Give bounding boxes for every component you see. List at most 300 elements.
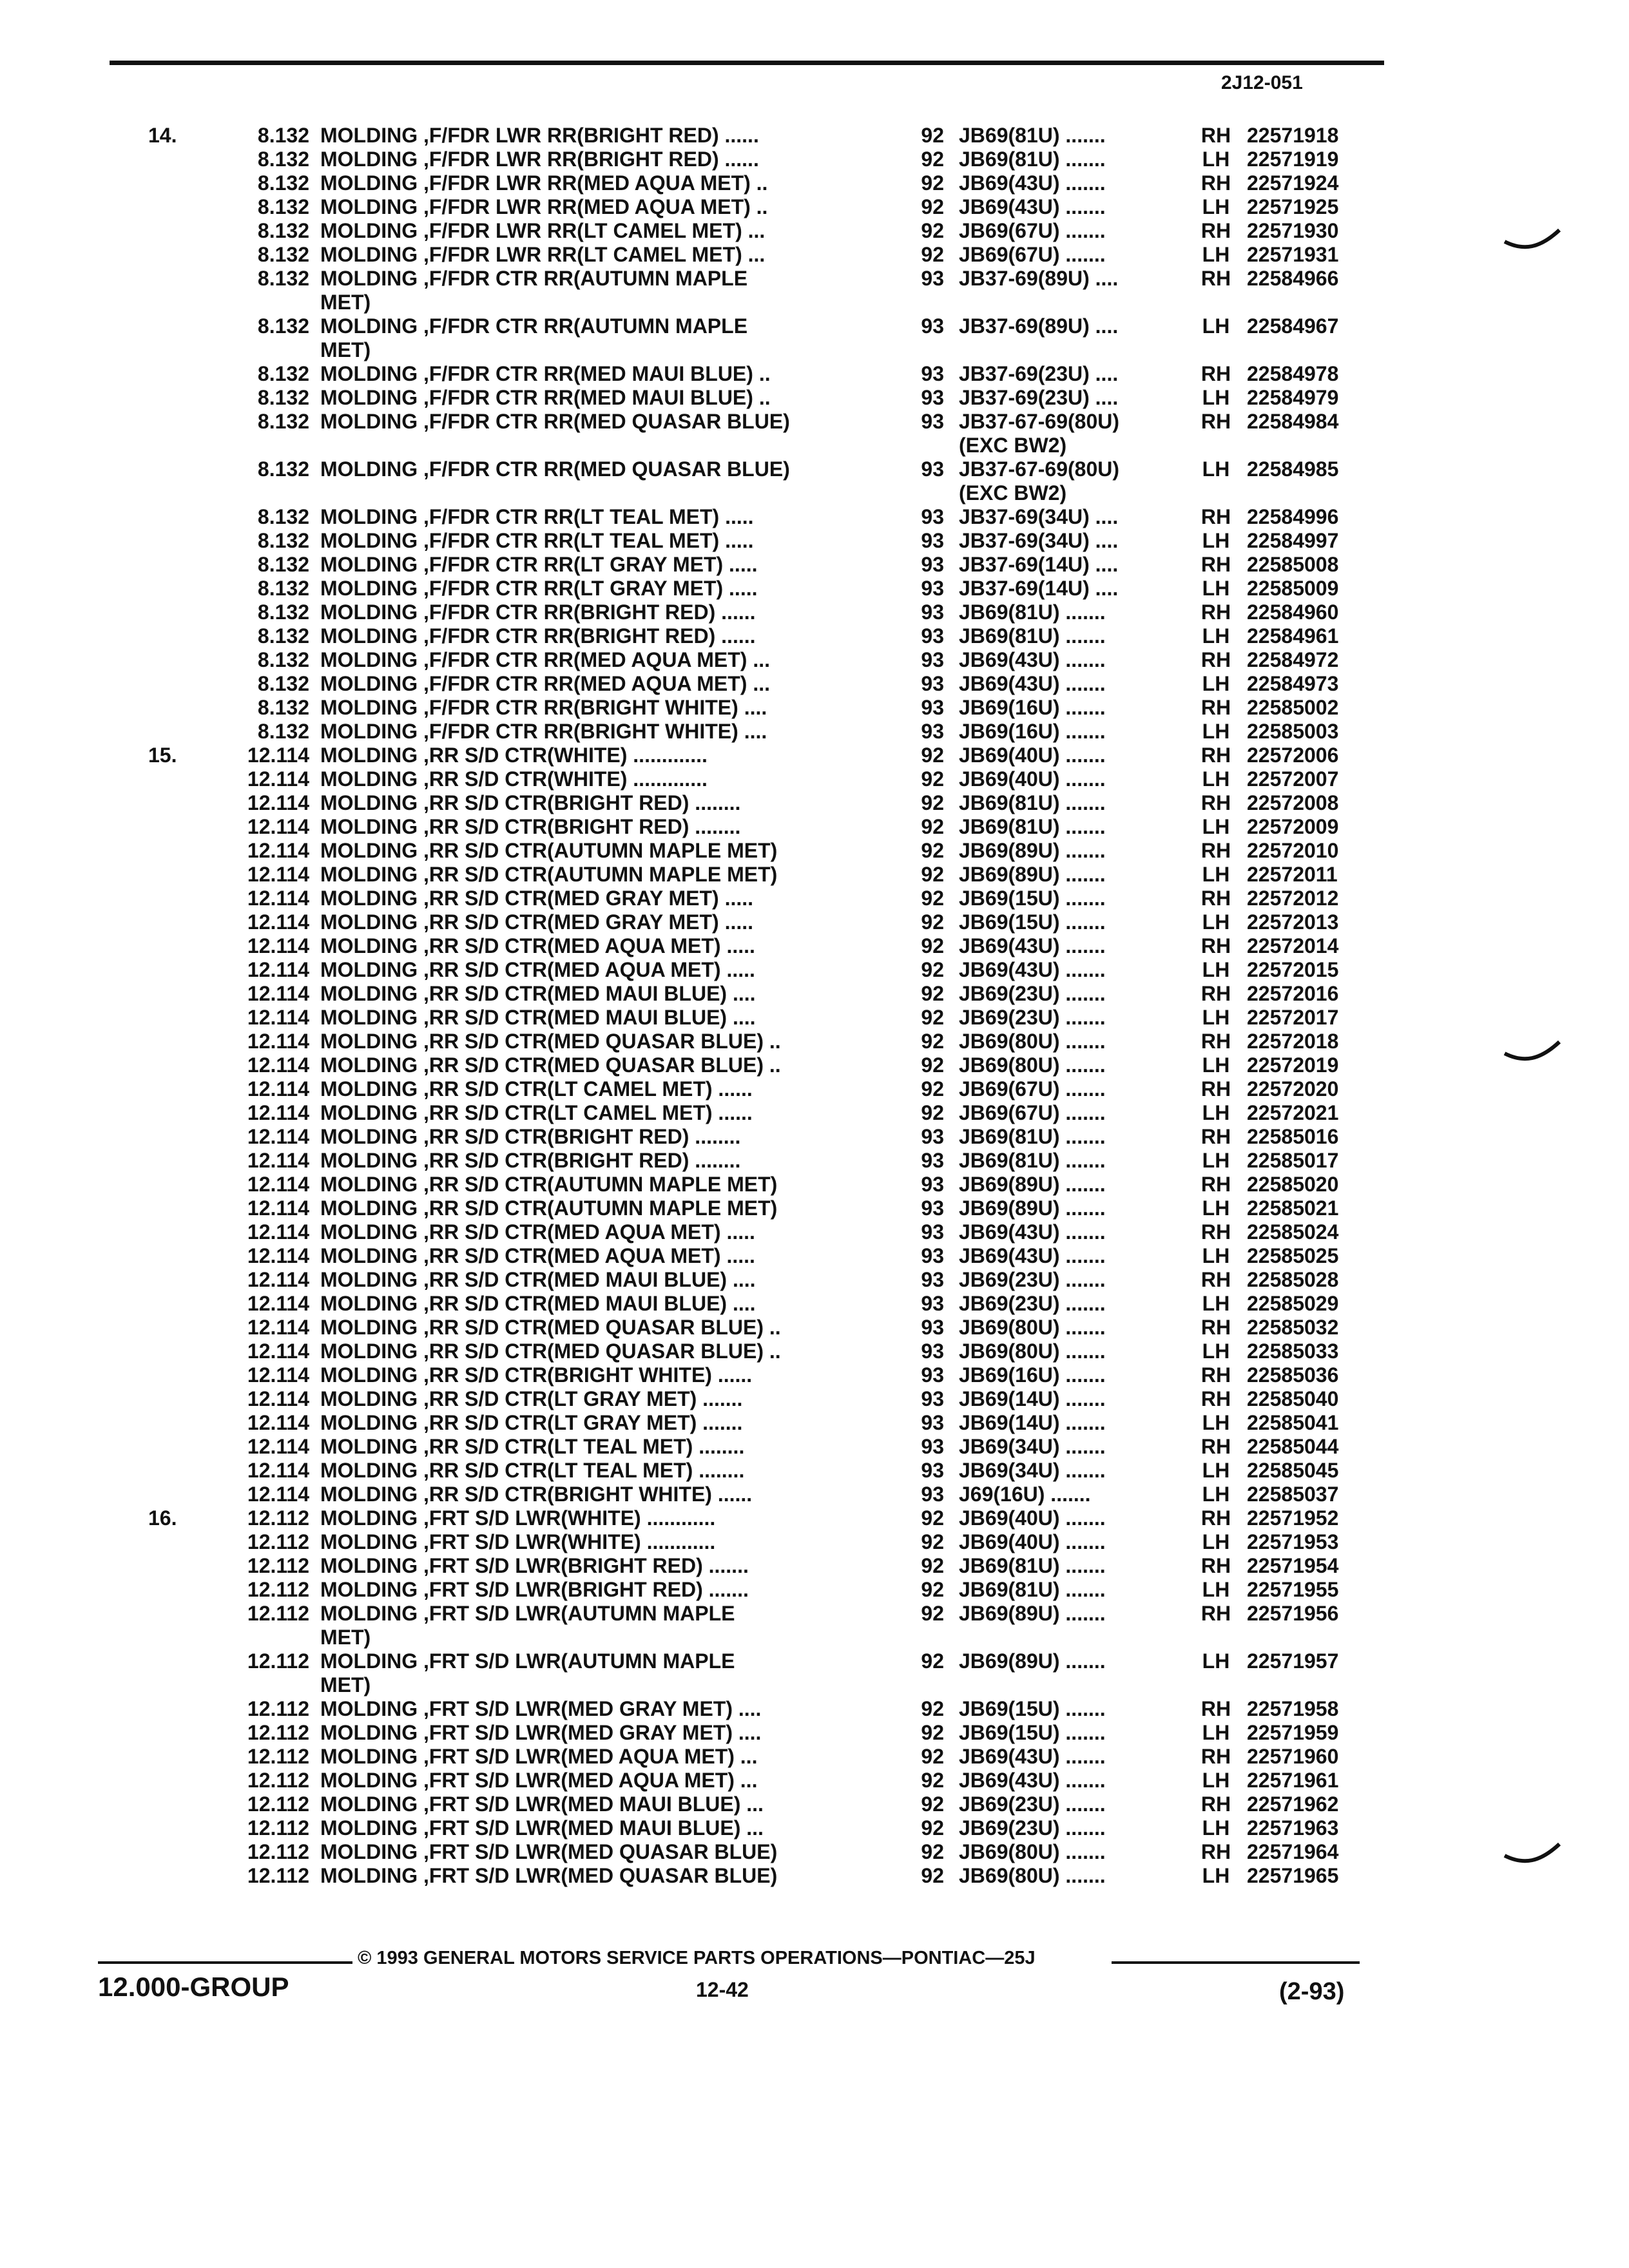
row-model: JB69(81U) ....... [959,124,1106,147]
row-side: LH [1202,624,1230,648]
row-side: RH [1200,362,1231,385]
row-part-number: 22571962 [1247,1792,1339,1816]
row-side: RH [1200,696,1231,719]
row-model: JB69(81U) ....... [959,624,1106,648]
row-year: 92 [921,1506,944,1530]
row-model: JB37-69(23U) .... [959,362,1119,385]
row-side: LH [1202,1530,1230,1553]
row-model: JB69(89U) ....... [959,1196,1106,1220]
row-model: JB69(34U) ....... [959,1435,1106,1458]
row-year: 92 [921,934,944,957]
row-part-number: 22584985 [1247,457,1339,481]
row-side: RH [1200,1173,1231,1196]
row-description: MOLDING ,FRT S/D LWR(WHITE) ............ [320,1530,716,1553]
row-side: LH [1202,1411,1230,1434]
row-ref: 8.132 [257,314,309,338]
row-description: MOLDING ,RR S/D CTR(MED MAUI BLUE) .... [320,1292,756,1315]
row-model: JB69(81U) ....... [959,1554,1106,1577]
row-part-number: 22584960 [1247,601,1339,624]
table-row [0,1483,1629,1506]
row-part-number: 22584973 [1247,672,1339,695]
row-description: MOLDING ,F/FDR CTR RR(LT GRAY MET) ..... [320,577,758,600]
table-row [0,529,1629,553]
row-description: MOLDING ,FRT S/D LWR(MED MAUI BLUE) ... [320,1792,764,1816]
row-part-number: 22584978 [1247,362,1339,385]
row-side: RH [1200,171,1231,195]
row-part-number: 22585032 [1247,1316,1339,1339]
table-row [0,148,1629,171]
row-description: MOLDING ,FRT S/D LWR(MED AQUA MET) ... [320,1769,758,1792]
row-year: 93 [921,672,944,695]
table-row [0,386,1629,410]
row-part-number: 22585036 [1247,1363,1339,1387]
row-ref: 12.114 [247,791,309,814]
row-part-number: 22585025 [1247,1244,1339,1267]
row-description: MOLDING ,F/FDR CTR RR(BRIGHT WHITE) .... [320,720,767,743]
table-row [0,1006,1629,1030]
row-description: MOLDING ,F/FDR CTR RR(BRIGHT WHITE) .... [320,696,767,719]
row-year: 93 [921,1292,944,1315]
table-row [0,314,1629,362]
row-description: MOLDING ,RR S/D CTR(AUTUMN MAPLE MET) [320,839,778,862]
table-row [0,696,1629,720]
row-ref: 12.114 [247,1411,309,1434]
row-part-number: 22572019 [1247,1053,1339,1077]
row-description: MOLDING ,FRT S/D LWR(MED QUASAR BLUE) [320,1864,778,1887]
row-year: 92 [921,243,944,266]
table-row [0,839,1629,863]
row-model: JB69(81U) ....... [959,601,1106,624]
row-side: RH [1200,1745,1231,1768]
table-row [0,791,1629,815]
row-model: JB69(23U) ....... [959,1268,1106,1291]
row-side: LH [1202,1459,1230,1482]
row-model: JB69(89U) ....... [959,1649,1106,1673]
row-ref: 8.132 [257,195,309,218]
row-part-number: 22584996 [1247,505,1339,528]
row-ref: 8.132 [257,529,309,552]
row-ref: 12.114 [247,1483,309,1506]
table-row [0,362,1629,386]
row-year: 92 [921,1053,944,1077]
row-description: MOLDING ,RR S/D CTR(MED QUASAR BLUE) .. [320,1053,781,1077]
row-description: MOLDING ,RR S/D CTR(BRIGHT RED) ........ [320,1125,741,1148]
row-description: MOLDING ,F/FDR LWR RR(BRIGHT RED) ...... [320,124,759,147]
row-ref: 12.114 [247,1268,309,1291]
row-model: JB69(43U) ....... [959,1745,1106,1768]
table-row [0,1173,1629,1196]
row-model: JB69(43U) ....... [959,1244,1106,1267]
row-year: 92 [921,1697,944,1720]
row-side: RH [1200,1554,1231,1577]
row-model: JB37-67-69(80U) (EXC BW2) [959,410,1120,457]
row-side: RH [1200,887,1231,910]
row-part-number: 22571963 [1247,1816,1339,1840]
row-part-number: 22572007 [1247,767,1339,791]
row-part-number: 22571953 [1247,1530,1339,1553]
row-year: 92 [921,1006,944,1029]
row-description: MOLDING ,RR S/D CTR(BRIGHT RED) ........ [320,791,741,814]
row-side: LH [1202,529,1230,552]
table-row [0,1411,1629,1435]
row-description: MOLDING ,RR S/D CTR(MED MAUI BLUE) .... [320,982,756,1005]
row-model: JB69(81U) ....... [959,791,1106,814]
row-year: 92 [921,982,944,1005]
row-side: LH [1202,1649,1230,1673]
row-side: RH [1200,934,1231,957]
table-row [0,1053,1629,1077]
row-side: RH [1200,267,1231,290]
row-model: J69(16U) ....... [959,1483,1091,1506]
row-part-number: 22585002 [1247,696,1339,719]
row-year: 93 [921,267,944,290]
row-item: 16. [148,1506,177,1530]
row-ref: 12.112 [247,1721,309,1744]
row-description: MOLDING ,FRT S/D LWR(MED MAUI BLUE) ... [320,1816,764,1840]
row-year: 93 [921,1411,944,1434]
row-part-number: 22585041 [1247,1411,1339,1434]
table-row [0,1649,1629,1697]
row-model: JB69(43U) ....... [959,958,1106,981]
row-side: LH [1202,767,1230,791]
row-part-number: 22571924 [1247,171,1339,195]
row-model: JB69(67U) ....... [959,1101,1106,1124]
row-ref: 12.114 [247,1125,309,1148]
row-year: 92 [921,219,944,242]
row-description: MOLDING ,RR S/D CTR(MED QUASAR BLUE) .. [320,1316,781,1339]
row-side: LH [1202,1340,1230,1363]
table-row [0,1196,1629,1220]
row-year: 92 [921,124,944,147]
parts-table [0,124,1629,1888]
row-description: MOLDING ,RR S/D CTR(BRIGHT WHITE) ...... [320,1363,753,1387]
row-ref: 12.112 [247,1578,309,1601]
row-ref: 12.114 [247,1316,309,1339]
row-ref: 12.114 [247,863,309,886]
table-row [0,982,1629,1006]
row-year: 93 [921,1173,944,1196]
row-model: JB69(14U) ....... [959,1411,1106,1434]
table-row [0,219,1629,243]
row-description: MOLDING ,F/FDR CTR RR(MED AQUA MET) ... [320,672,770,695]
row-part-number: 22572010 [1247,839,1339,862]
row-model: JB69(43U) ....... [959,1220,1106,1244]
row-ref: 12.114 [247,1220,309,1244]
row-side: LH [1202,1196,1230,1220]
row-model: JB37-69(89U) .... [959,267,1119,290]
row-year: 92 [921,791,944,814]
row-ref: 12.112 [247,1506,309,1530]
row-description: MOLDING ,F/FDR CTR RR(LT TEAL MET) ..... [320,529,754,552]
table-row [0,1340,1629,1363]
table-row [0,1578,1629,1602]
table-row [0,910,1629,934]
row-description: MOLDING ,F/FDR CTR RR(MED AQUA MET) ... [320,648,770,671]
row-side: RH [1200,791,1231,814]
row-model: JB69(15U) ....... [959,887,1106,910]
row-description: MOLDING ,F/FDR CTR RR(MED MAUI BLUE) .. [320,362,771,385]
row-year: 92 [921,1578,944,1601]
row-year: 93 [921,1220,944,1244]
footer-copyright: © 1993 GENERAL MOTORS SERVICE PARTS OPERATIONS—PONTIAC—25J [358,1948,1036,1968]
row-year: 93 [921,1459,944,1482]
table-row [0,1864,1629,1888]
row-description: MOLDING ,RR S/D CTR(MED QUASAR BLUE) .. [320,1340,781,1363]
row-side: RH [1200,744,1231,767]
row-description: MOLDING ,RR S/D CTR(MED MAUI BLUE) .... [320,1006,756,1029]
row-model: JB69(89U) ....... [959,863,1106,886]
row-description: MOLDING ,FRT S/D LWR(WHITE) ............ [320,1506,716,1530]
row-description: MOLDING ,F/FDR LWR RR(MED AQUA MET) .. [320,195,768,218]
row-ref: 8.132 [257,243,309,266]
row-year: 93 [921,553,944,576]
row-ref: 12.112 [247,1864,309,1887]
row-ref: 8.132 [257,601,309,624]
row-side: LH [1202,1292,1230,1315]
row-model: JB69(67U) ....... [959,1077,1106,1100]
row-year: 92 [921,815,944,838]
table-row [0,720,1629,744]
table-row [0,1745,1629,1769]
row-year: 93 [921,648,944,671]
row-part-number: 22572015 [1247,958,1339,981]
row-description: MOLDING ,F/FDR CTR RR(BRIGHT RED) ...... [320,624,756,648]
row-ref: 12.114 [247,744,309,767]
row-description: MOLDING ,RR S/D CTR(MED AQUA MET) ..... [320,934,755,957]
row-year: 92 [921,195,944,218]
table-row [0,1506,1629,1530]
row-year: 93 [921,1387,944,1410]
row-ref: 8.132 [257,410,309,433]
row-part-number: 22585037 [1247,1483,1339,1506]
row-description: MOLDING ,F/FDR CTR RR(AUTUMN MAPLE MET) [320,267,748,314]
row-side: LH [1202,1483,1230,1506]
table-row [0,1840,1629,1864]
row-ref: 12.114 [247,982,309,1005]
row-ref: 8.132 [257,362,309,385]
row-description: MOLDING ,RR S/D CTR(BRIGHT RED) ........ [320,1149,741,1172]
row-model: JB69(89U) ....... [959,1173,1106,1196]
table-row [0,1268,1629,1292]
row-year: 93 [921,1244,944,1267]
row-side: RH [1200,1030,1231,1053]
table-row [0,1244,1629,1268]
table-row [0,744,1629,767]
row-model: JB69(67U) ....... [959,243,1106,266]
row-model: JB69(43U) ....... [959,648,1106,671]
row-ref: 8.132 [257,505,309,528]
row-model: JB37-69(14U) .... [959,553,1119,576]
footer-page-number: 12-42 [696,1978,749,2001]
row-part-number: 22572012 [1247,887,1339,910]
row-side: LH [1202,457,1230,481]
row-ref: 12.114 [247,910,309,934]
row-ref: 12.114 [247,1196,309,1220]
row-year: 93 [921,386,944,409]
row-side: LH [1202,1769,1230,1792]
row-side: LH [1202,386,1230,409]
table-row [0,124,1629,148]
table-row [0,1602,1629,1649]
row-description: MOLDING ,F/FDR LWR RR(LT CAMEL MET) ... [320,243,766,266]
table-row [0,1769,1629,1792]
table-row [0,1435,1629,1459]
row-model: JB69(43U) ....... [959,195,1106,218]
row-side: LH [1202,243,1230,266]
table-row [0,457,1629,505]
row-description: MOLDING ,FRT S/D LWR(BRIGHT RED) ....... [320,1554,749,1577]
row-model: JB69(89U) ....... [959,839,1106,862]
row-model: JB37-69(89U) .... [959,314,1119,338]
row-ref: 12.114 [247,1387,309,1410]
row-ref: 12.112 [247,1530,309,1553]
table-row [0,1530,1629,1554]
row-description: MOLDING ,F/FDR CTR RR(LT GRAY MET) ..... [320,553,758,576]
row-part-number: 22585008 [1247,553,1339,576]
row-side: RH [1200,648,1231,671]
row-ref: 12.112 [247,1816,309,1840]
row-ref: 12.114 [247,958,309,981]
row-part-number: 22571964 [1247,1840,1339,1863]
row-description: MOLDING ,FRT S/D LWR(MED GRAY MET) .... [320,1697,762,1720]
row-part-number: 22571931 [1247,243,1339,266]
row-year: 92 [921,744,944,767]
row-ref: 8.132 [257,553,309,576]
table-row [0,672,1629,696]
row-year: 93 [921,1125,944,1148]
table-row [0,243,1629,267]
table-row [0,648,1629,672]
row-description: MOLDING ,RR S/D CTR(LT CAMEL MET) ...... [320,1077,753,1100]
row-description: MOLDING ,F/FDR LWR RR(BRIGHT RED) ...... [320,148,759,171]
row-ref: 12.114 [247,1292,309,1315]
row-side: RH [1200,1387,1231,1410]
row-side: RH [1200,1840,1231,1863]
row-side: RH [1200,1506,1231,1530]
row-side: RH [1200,124,1231,147]
table-row [0,195,1629,219]
row-part-number: 22572021 [1247,1101,1339,1124]
row-model: JB69(16U) ....... [959,720,1106,743]
row-ref: 12.114 [247,1006,309,1029]
footer-group: 12.000-GROUP [98,1972,289,2002]
row-ref: 8.132 [257,124,309,147]
row-year: 92 [921,910,944,934]
row-ref: 8.132 [257,386,309,409]
row-part-number: 22571956 [1247,1602,1339,1625]
row-description: MOLDING ,F/FDR CTR RR(LT TEAL MET) ..... [320,505,754,528]
row-part-number: 22585045 [1247,1459,1339,1482]
row-ref: 12.112 [247,1554,309,1577]
row-ref: 12.114 [247,1101,309,1124]
row-year: 92 [921,1602,944,1625]
row-model: JB69(80U) ....... [959,1030,1106,1053]
row-part-number: 22571957 [1247,1649,1339,1673]
row-model: JB37-69(34U) .... [959,529,1119,552]
row-model: JB37-67-69(80U) (EXC BW2) [959,457,1120,505]
row-ref: 12.114 [247,887,309,910]
row-year: 92 [921,171,944,195]
row-side: LH [1202,577,1230,600]
row-model: JB69(40U) ....... [959,767,1106,791]
footer-rule-right [1112,1961,1360,1964]
row-side: LH [1202,1006,1230,1029]
row-year: 93 [921,1196,944,1220]
row-year: 93 [921,624,944,648]
row-ref: 12.114 [247,1340,309,1363]
row-item: 14. [148,124,177,147]
row-side: RH [1200,219,1231,242]
row-year: 92 [921,958,944,981]
margin-mark-2 [1501,1034,1566,1066]
row-part-number: 22584984 [1247,410,1339,433]
row-year: 93 [921,1483,944,1506]
row-part-number: 22585044 [1247,1435,1339,1458]
row-side: LH [1202,1053,1230,1077]
row-ref: 12.112 [247,1697,309,1720]
row-ref: 12.114 [247,1435,309,1458]
row-ref: 12.112 [247,1745,309,1768]
row-year: 93 [921,505,944,528]
row-side: RH [1200,982,1231,1005]
table-row [0,1292,1629,1316]
table-row [0,1721,1629,1745]
table-row [0,577,1629,601]
table-row [0,958,1629,982]
row-model: JB69(81U) ....... [959,1125,1106,1148]
row-year: 93 [921,1363,944,1387]
row-part-number: 22572008 [1247,791,1339,814]
row-part-number: 22572006 [1247,744,1339,767]
row-description: MOLDING ,F/FDR CTR RR(MED QUASAR BLUE) [320,457,790,481]
row-description: MOLDING ,RR S/D CTR(LT TEAL MET) ........ [320,1459,745,1482]
row-ref: 12.112 [247,1602,309,1625]
row-ref: 12.114 [247,1053,309,1077]
row-description: MOLDING ,RR S/D CTR(AUTUMN MAPLE MET) [320,1173,778,1196]
row-year: 93 [921,577,944,600]
row-model: JB69(23U) ....... [959,1292,1106,1315]
row-part-number: 22585016 [1247,1125,1339,1148]
table-row [0,553,1629,577]
row-part-number: 22572016 [1247,982,1339,1005]
row-year: 92 [921,1554,944,1577]
row-year: 92 [921,1030,944,1053]
row-year: 93 [921,529,944,552]
row-description: MOLDING ,F/FDR CTR RR(MED MAUI BLUE) .. [320,386,771,409]
row-description: MOLDING ,RR S/D CTR(AUTUMN MAPLE MET) [320,863,778,886]
row-part-number: 22572017 [1247,1006,1339,1029]
row-description: MOLDING ,F/FDR CTR RR(MED QUASAR BLUE) [320,410,790,433]
row-part-number: 22571961 [1247,1769,1339,1792]
row-description: MOLDING ,RR S/D CTR(WHITE) ............. [320,767,708,791]
row-description: MOLDING ,RR S/D CTR(MED QUASAR BLUE) .. [320,1030,781,1053]
row-ref: 8.132 [257,672,309,695]
row-year: 93 [921,720,944,743]
row-year: 92 [921,1816,944,1840]
row-description: MOLDING ,FRT S/D LWR(AUTUMN MAPLE MET) [320,1649,735,1696]
row-part-number: 22585040 [1247,1387,1339,1410]
row-part-number: 22571960 [1247,1745,1339,1768]
row-ref: 12.112 [247,1769,309,1792]
row-model: JB69(40U) ....... [959,1530,1106,1553]
row-side: RH [1200,1602,1231,1625]
row-side: LH [1202,314,1230,338]
row-model: JB69(80U) ....... [959,1053,1106,1077]
row-part-number: 22571930 [1247,219,1339,242]
row-part-number: 22572009 [1247,815,1339,838]
row-ref: 12.114 [247,1077,309,1100]
row-part-number: 22571918 [1247,124,1339,147]
